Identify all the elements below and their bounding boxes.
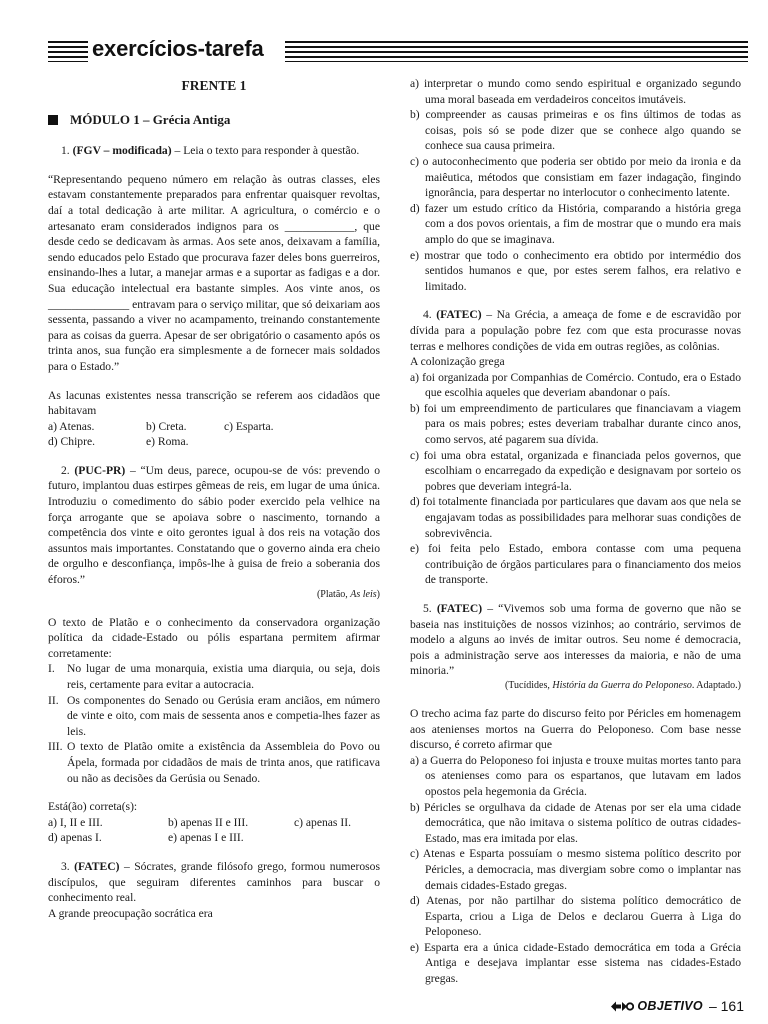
q4-option: b) foi um empreendimento de particulares que financiavam a viagem para os mais pobres; estes deveriam trabalhar durante cinco anos, como servos, até pagarem sua dívida. (410, 401, 741, 447)
q2-question: O texto de Platão e o conhecimento da conservadora organização política da cidade-Estado ou pólis espartana permitem afirmar corretamente: (48, 615, 380, 660)
q5-stem: 5. (FATEC) – “Vivemos sob uma forma de governo que não se baseia nas instituições de nossos vizinhos; ao contrário, servimos de modelo a alguns ao invés de imitar outros. Seu nome é democracia, pois a administração serve aos interesses da maioria, e não de uma minoria.” (410, 602, 742, 678)
q2-option-e: e) apenas I e III. (168, 831, 244, 845)
q2-item: I. No lugar de uma monarquia, existia uma diarquia, ou seja, dois reis, certamente para evitar a autocracia. (48, 662, 380, 691)
q5-option: d) Atenas, por não partilhar do sistema político democrático de Esparta, criou a Liga de Delos e declarou Guerra à Liga do Peloponeso. (410, 894, 741, 939)
square-bullet-icon (48, 115, 58, 125)
q3-option: b) compreender as causas primeiras e os fins últimos de todas as coisas, pois só se pode dizer que se conhece algo quando se conhece sua causa primeira. (410, 108, 741, 153)
q2-option-a: a) I, II e III. (48, 815, 103, 829)
q4-option: c) foi uma obra estatal, organizada e financiada pelos governos, que escolhiam o encarregado da expedição e designavam por sorteio os pobres que deveriam integrá-la. (410, 448, 742, 493)
q1-option-c: c) Esparta. (224, 419, 274, 433)
objetivo-logo-text: OBJETIVO (637, 999, 703, 1013)
q2-option-c: c) apenas II. (294, 815, 351, 829)
q5-option: b) Péricles se orgulhava da cidade de Atenas por ser ela uma cidade democrática, que não imitava o sistema político de outras cidades-Estado, mas era imitada por elas. (410, 800, 741, 845)
page-number: – 161 (708, 998, 744, 1014)
frente-heading: FRENTE 1 (181, 78, 247, 93)
q2-options-row1 (48, 815, 380, 831)
q2-stem: 2. (PUC-PR) – “Um deus, parece, ocupou-se de vós: prevendo o futuro, implantou duas estirpes gêmeas de reis, em lugar de uma única. Introduziu o comedimento do sábio poder exercido pela velhice na força arrogante que se apoiava sobre o nascimento, tornando a competência dos vinte e oito gerontes igual à dos reis na votação dos assuntos mais importantes. Constatando que o governo ainda era cheio de orgulho e desconfiança, impôs-lhe à guisa de freio a soberania dos éforos.” (48, 463, 380, 587)
q4-option: d) foi totalmente financiada por particulares que davam aos que nela se engajavam todas as possibilidades para melhorar suas condições de sobrevivência. (410, 495, 741, 540)
q1-option-e: e) Roma. (146, 435, 189, 449)
q1-option-a: a) Atenas. (48, 419, 95, 433)
q2-item: II. Os componentes do Senado ou Gerúsia eram anciãos, em número de vinte e oito, com mais de sessenta anos e competia-lhes fazer as leis. (48, 693, 380, 738)
q5-option: e) Esparta era a única cidade-Estado democrática em toda a Grécia Antiga e desejava implantar esse sistema nas cidades-Estado gregas. (410, 940, 742, 986)
q3-option: a) interpretar o mundo como sendo espiritual e organizado segundo uma moral baseada em verdadeiros conceitos imutáveis. (410, 77, 741, 106)
q4-option: a) foi organizada por Companhias de Comércio. Contudo, era o Estado que escolhia aqueles que deveriam abandonar o país. (410, 370, 741, 400)
q1-options-row1 (48, 419, 380, 435)
q2-citation: (Platão, As leis) (316, 588, 380, 600)
left-column (48, 76, 380, 921)
page-footer (610, 998, 744, 1014)
q2-options-row2 (48, 830, 380, 846)
q4-question: A colonização grega (410, 355, 505, 369)
right-column (410, 76, 741, 987)
q1-text: “Representando pequeno número em relação às outras classes, eles estavam constantemente preparados para enfrentar quaisquer revoltas, daí a total dedicação à arte militar. A agricultura, o comércio e o artesanato eram considerados indignos para os ____________, que desde cedo se dedicavam às armas. Aos sete anos, deixavam a família, sendo educados pelo Estado que procurava fazer deles bons guerreiros, ensinando-lhes a lutar, a manejar armas e a suportar as fadigas e a dor. Sua educação intelectual era bastante simples. Aos vinte anos, os ______________ entravam para o serviço militar, que só deixariam aos sessenta, passando a viver no acampamento, treinando constantemente para as coisas da guerra. Apesar de ser obrigatório o casamento após os trinta anos, sua função era simplesmente a de fornecer mais soldados para o Estado.” (48, 172, 380, 373)
q1-options-row2 (48, 434, 380, 450)
section-header (48, 38, 748, 66)
header-rule-left (48, 41, 88, 62)
q3-question: A grande preocupação socrática era (48, 906, 213, 920)
q5-option: c) Atenas e Esparta possuíam o mesmo sistema político descrito por Péricles, a democracia, mas divergiam sobre como o implantar nas demais cidades-Estado gregas. (410, 847, 741, 892)
q2-item: III. O texto de Platão omite a existência da Assembleia do Povo ou Ápela, formada por cidadãos de mais de trinta anos, que ratificava ou não as decisões da Gerúsia ou Senado. (48, 740, 380, 785)
q3-stem: 3. (FATEC) – Sócrates, grande filósofo grego, formou numerosos discípulos, que seguiram diferentes caminhos para buscar o conhecimento real. (48, 859, 380, 905)
header-rule-right (285, 41, 748, 62)
q2-option-d: d) apenas I. (48, 831, 102, 845)
header-title: exercícios-tarefa (92, 36, 264, 61)
q3-option: d) fazer um estudo crítico da História, comparando a história grega com a dos povos orientais, a fim de mostrar que o mundo era mais amplo do que se imaginava. (410, 201, 741, 246)
q4-option: e) foi feita pelo Estado, embora contasse com uma pequena contribuição de órgãos particulares para o financiamento dos meios de transporte. (410, 542, 741, 587)
q1-stem: 1. (FGV – modificada) – Leia o texto para responder à questão. (61, 144, 360, 158)
q5-option: a) a Guerra do Peloponeso foi injusta e trouxe muitas mortes tanto para os atenienses como para os espartanos, que lutavam em lados opostos pela hegemonia da Grécia. (410, 753, 741, 798)
q2-option-b: b) apenas II e III. (168, 815, 249, 829)
q2-ask: Está(ão) correta(s): (48, 800, 138, 814)
q5-citation: (Tucídides, História da Guerra do Peloponeso. Adaptado.) (504, 679, 741, 691)
q5-question: O trecho acima faz parte do discurso feito por Péricles em homenagem aos atenienses mortos na Guerra do Peloponeso. Com base nesse discurso, é correto afirmar que (410, 706, 741, 752)
q1-option-d: d) Chipre. (48, 435, 96, 449)
objetivo-logo-icon (610, 1000, 634, 1013)
q4-stem: 4. (FATEC) – Na Grécia, a ameaça de fome e de escravidão por dívida para a população pobre fez com que esta procurasse novas terras e melhores condições de vida em outras regiões, as colônias. (410, 308, 741, 353)
q3-option: c) o autoconhecimento que poderia ser obtido por meio da ironia e da maiêutica, métodos que consistiam em fazer indagação, fingindo ignorância, para despertar no interlocutor o conhecimento latente. (410, 154, 741, 200)
q1-question: As lacunas existentes nessa transcrição se referem aos cidadãos que habitavam (48, 388, 380, 418)
module-heading: MÓDULO 1 – Grécia Antiga (48, 112, 380, 128)
q1-option-b: b) Creta. (146, 419, 187, 433)
q3-option: e) mostrar que todo o conhecimento era obtido por intermédio dos sentidos humanos e que, por estes serem falhos, era relativo e limitado. (410, 248, 741, 293)
